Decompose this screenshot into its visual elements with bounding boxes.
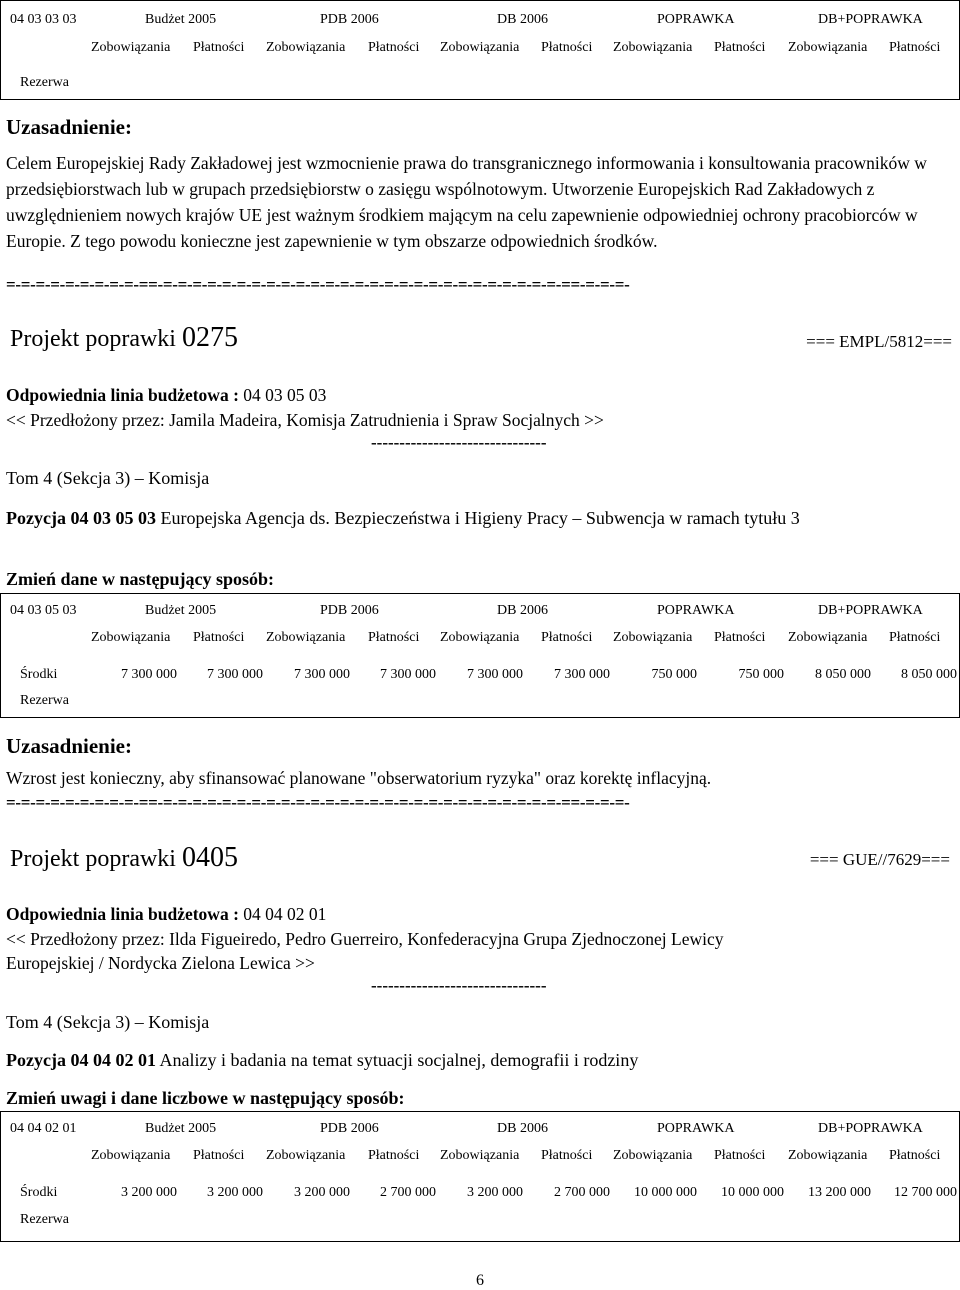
row-label-rezerwa: Rezerwa <box>20 75 69 90</box>
row-label-srodki: Środki <box>20 667 58 682</box>
subheader-platnosci: Płatności <box>714 630 766 645</box>
justification-heading: Uzasadnienie: <box>6 115 132 139</box>
subheader-zobowiazania: Zobowiązania <box>788 40 868 55</box>
subheader-zobowiazania: Zobowiązania <box>440 630 520 645</box>
justification-text: Wzrost jest konieczny, aby sfinansować planowane "obserwatorium ryzyka" oraz korektę inflacyjną. <box>6 768 712 788</box>
subheader-platnosci: Płatności <box>541 1148 593 1163</box>
header-pdb-2006: PDB 2006 <box>320 1121 379 1136</box>
cell-value: 3 200 000 <box>294 1185 350 1200</box>
amendment-title <box>10 842 238 874</box>
subheader-platnosci: Płatności <box>889 1148 941 1163</box>
header-db-poprawka: DB+POPRAWKA <box>818 1121 923 1136</box>
volume-section: Tom 4 (Sekcja 3) – Komisja <box>6 468 210 488</box>
budget-line-label: Odpowiednia linia budżetowa : <box>6 904 244 924</box>
cell-value: 10 000 000 <box>634 1185 697 1200</box>
cell-value: 7 300 000 <box>554 667 610 682</box>
subheader-zobowiazania: Zobowiązania <box>440 1148 520 1163</box>
cell-value: 12 700 000 <box>894 1185 957 1200</box>
header-pdb-2006: PDB 2006 <box>320 12 379 27</box>
change-heading: Zmień uwagi i dane liczbowe w następujący sposób: <box>6 1088 405 1108</box>
budget-item <box>6 506 946 530</box>
subheader-zobowiazania: Zobowiązania <box>266 40 346 55</box>
table-code: 04 04 02 01 <box>10 1121 77 1136</box>
page-number: 6 <box>476 1272 484 1289</box>
subheader-platnosci: Płatności <box>889 630 941 645</box>
budget-table-0275-frame <box>0 593 960 718</box>
header-budzet-2005: Budżet 2005 <box>145 1121 217 1136</box>
subheader-zobowiazania: Zobowiązania <box>91 630 171 645</box>
subheader-platnosci: Płatności <box>368 630 420 645</box>
item-label: Pozycja 04 03 05 03 <box>6 508 156 528</box>
cell-value: 7 300 000 <box>467 667 523 682</box>
cell-value: 7 300 000 <box>294 667 350 682</box>
amendment-separator: =-=-=-=-=-=-=-=-=-==-=-=-=-=-=-=-=-=-=-=-=-=-=-=-=-=-=-=-=-=-=-=-=-=-=-=-=-==-=-=-=- <box>6 793 630 812</box>
submitted-by-line-1: << Przedłożony przez: Ilda Figueiredo, Pedro Guerreiro, Konfederacyjna Grupa Zjednoczonej Lewicy <box>6 929 724 949</box>
subheader-platnosci: Płatności <box>368 40 420 55</box>
volume-section: Tom 4 (Sekcja 3) – Komisja <box>6 1012 210 1032</box>
amendment-separator: =-=-=-=-=-=-=-=-=-==-=-=-=-=-=-=-=-=-=-=-=-=-=-=-=-=-=-=-=-=-=-=-=-=-=-=-=-==-=-=-=- <box>6 275 630 294</box>
header-poprawka: POPRAWKA <box>657 603 735 618</box>
amendment-title <box>10 322 238 354</box>
subheader-platnosci: Płatności <box>368 1148 420 1163</box>
cell-value: 3 200 000 <box>121 1185 177 1200</box>
subheader-platnosci: Płatności <box>193 40 245 55</box>
table-code: 04 03 03 03 <box>10 12 77 27</box>
cell-value: 7 300 000 <box>121 667 177 682</box>
subheader-zobowiazania: Zobowiązania <box>266 1148 346 1163</box>
header-db-2006: DB 2006 <box>497 1121 548 1136</box>
cell-value: 7 300 000 <box>380 667 436 682</box>
header-db-2006: DB 2006 <box>497 12 548 27</box>
item-label: Pozycja 04 04 02 01 <box>6 1050 156 1070</box>
budget-line-label: Odpowiednia linia budżetowa : <box>6 385 244 405</box>
amendment-reference: === EMPL/5812=== <box>806 332 952 351</box>
justification-heading: Uzasadnienie: <box>6 734 132 758</box>
subheader-platnosci: Płatności <box>541 40 593 55</box>
subheader-platnosci: Płatności <box>193 1148 245 1163</box>
row-label-srodki: Środki <box>20 1185 58 1200</box>
cell-value: 13 200 000 <box>808 1185 871 1200</box>
cell-value: 8 050 000 <box>901 667 957 682</box>
cell-value: 8 050 000 <box>815 667 871 682</box>
row-label-rezerwa: Rezerwa <box>20 693 69 708</box>
header-budzet-2005: Budżet 2005 <box>145 603 217 618</box>
cell-value: 3 200 000 <box>467 1185 523 1200</box>
submitted-by-line-2: Europejskiej / Nordycka Zielona Lewica >> <box>6 953 315 973</box>
amendment-title-prefix: Projekt poprawki <box>10 326 182 352</box>
cell-value: 7 300 000 <box>207 667 263 682</box>
header-db-2006: DB 2006 <box>497 603 548 618</box>
table-code: 04 03 05 03 <box>10 603 77 618</box>
budget-line-code: 04 03 05 03 <box>243 385 327 405</box>
item-description: Analizy i badania na temat sytuacji socjalnej, demografii i rodziny <box>155 1050 639 1070</box>
dashes-divider: ------------------------------- <box>371 433 547 452</box>
header-budzet-2005: Budżet 2005 <box>145 12 217 27</box>
subheader-platnosci: Płatności <box>714 40 766 55</box>
budget-table-0405-frame <box>0 1111 960 1242</box>
submitted-by: << Przedłożony przez: Jamila Madeira, Komisja Zatrudnienia i Spraw Socjalnych >> <box>6 410 604 430</box>
budget-line <box>6 385 326 406</box>
cell-value: 3 200 000 <box>207 1185 263 1200</box>
amendment-number: 0405 <box>181 842 238 873</box>
budget-item <box>6 1050 638 1071</box>
subheader-zobowiazania: Zobowiązania <box>440 40 520 55</box>
subheader-platnosci: Płatności <box>193 630 245 645</box>
subheader-zobowiazania: Zobowiązania <box>613 630 693 645</box>
cell-value: 10 000 000 <box>721 1185 784 1200</box>
header-db-poprawka: DB+POPRAWKA <box>818 603 923 618</box>
row-label-rezerwa: Rezerwa <box>20 1212 69 1227</box>
subheader-zobowiazania: Zobowiązania <box>91 40 171 55</box>
subheader-zobowiazania: Zobowiązania <box>613 1148 693 1163</box>
subheader-zobowiazania: Zobowiązania <box>613 40 693 55</box>
subheader-platnosci: Płatności <box>541 630 593 645</box>
header-poprawka: POPRAWKA <box>657 12 735 27</box>
cell-value: 2 700 000 <box>380 1185 436 1200</box>
budget-line <box>6 904 326 925</box>
subheader-zobowiazania: Zobowiązania <box>91 1148 171 1163</box>
justification-text: Celem Europejskiej Rady Zakładowej jest wzmocnienie prawa do transgranicznego informowania i konsultowania pracowników w przedsiębiorstwach lub w grupach przedsiębiorstw o zasięgu wspólnotowym. Utworzenie Europejskich Rad Zakładowych z uwzględnieniem nowych krajów UE jest ważnym środkiem mającym na celu zapewnienie odpowiedniej ochrony pracobiorców w Europie. Z tego powodu konieczne jest zapewnienie w tym obszarze odpowiednich środków. <box>6 153 927 251</box>
cell-value: 750 000 <box>738 667 784 682</box>
item-description: Europejska Agencja ds. Bezpieczeństwa i Higieny Pracy – Subwencja w ramach tytułu 3 <box>155 508 800 528</box>
budget-line-code: 04 04 02 01 <box>243 904 327 924</box>
header-db-poprawka: DB+POPRAWKA <box>818 12 923 27</box>
subheader-platnosci: Płatności <box>714 1148 766 1163</box>
header-poprawka: POPRAWKA <box>657 1121 735 1136</box>
cell-value: 750 000 <box>651 667 697 682</box>
header-pdb-2006: PDB 2006 <box>320 603 379 618</box>
subheader-zobowiazania: Zobowiązania <box>788 1148 868 1163</box>
subheader-platnosci: Płatności <box>889 40 941 55</box>
amendment-number: 0275 <box>181 322 238 353</box>
subheader-zobowiazania: Zobowiązania <box>788 630 868 645</box>
amendment-title-prefix: Projekt poprawki <box>10 846 182 872</box>
subheader-zobowiazania: Zobowiązania <box>266 630 346 645</box>
cell-value: 2 700 000 <box>554 1185 610 1200</box>
amendment-reference: === GUE//7629=== <box>809 850 950 869</box>
dashes-divider: ------------------------------- <box>371 976 547 995</box>
change-heading: Zmień dane w następujący sposób: <box>6 569 275 589</box>
